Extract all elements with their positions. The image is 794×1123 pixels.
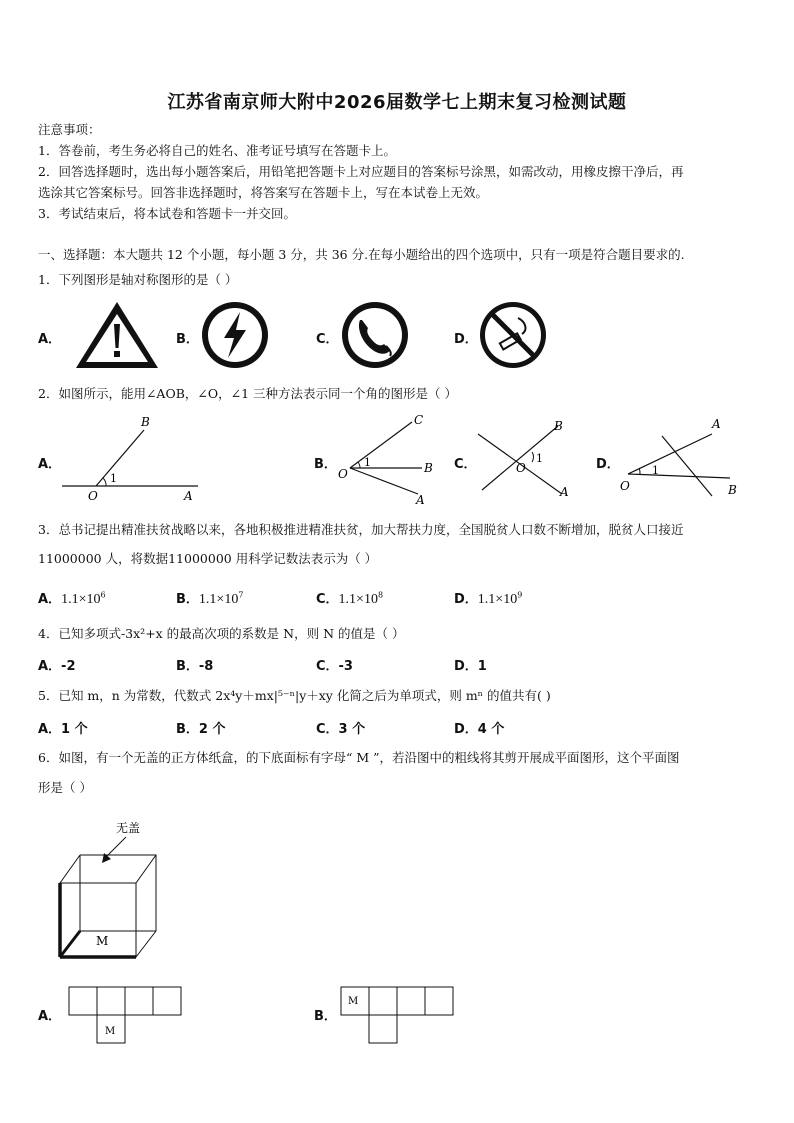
q2-option-a-label: A．	[38, 457, 62, 472]
point-label: C	[414, 413, 424, 427]
q5-option-c: C．3 个	[316, 722, 366, 737]
q2-figure-d	[618, 412, 748, 508]
q6-net-a	[68, 986, 182, 1048]
notice-item: 1．答卷前，考生务必将自己的姓名、准考证号填写在答题卡上。	[38, 143, 396, 158]
q4-option-b: B．-8	[176, 659, 214, 674]
point-label: B	[728, 483, 737, 497]
q2-figure-b	[334, 410, 444, 509]
q3-option-c: C．$1.1\times 10^8$	[316, 590, 384, 607]
page-title: 江苏省南京师大附中2026届数学七上期末复习检测试题	[167, 92, 627, 113]
point-label: O	[338, 467, 348, 481]
q6-net-b	[340, 986, 454, 1048]
open-cube-figure	[50, 815, 170, 969]
angle-label: 1	[536, 452, 543, 465]
notice-item: 3．考试结束后，将本试卷和答题卡一并交回。	[38, 206, 296, 221]
q1-option-d-label: D．	[454, 332, 478, 347]
q4-option-d: D．1	[454, 659, 487, 674]
point-label: A	[184, 489, 193, 502]
net-letter: M	[348, 996, 359, 1007]
angle-label: 1	[652, 464, 659, 477]
q1-option-c-label: C．	[316, 332, 339, 347]
point-label: B	[141, 415, 150, 429]
question-1-stem: 1．下列图形是轴对称图形的是（ ）	[38, 272, 238, 287]
q2-option-c-label: C．	[454, 457, 477, 472]
phone-circle-icon	[340, 300, 410, 374]
q2-figure-c	[474, 414, 584, 510]
q5-option-a: A．1 个	[38, 722, 88, 737]
q2-option-d-label: D．	[596, 457, 620, 472]
q3-option-a: A．$1.1\times 10^6$	[38, 590, 106, 607]
point-label: O	[88, 489, 98, 502]
notice-item: 选涂其它答案标号。回答非选择题时，将答案写在答题卡上，写在本试卷上无效。	[38, 185, 489, 200]
cube-bottom-letter: M	[96, 934, 109, 948]
q3-option-d: D．$1.1\times 10^9$	[454, 590, 523, 607]
point-label: O	[516, 461, 526, 475]
angle-label: 1	[364, 456, 371, 469]
question-4-stem: 4．已知多项式-3x²+x 的最高次项的系数是 N，则 N 的值是（ ）	[38, 626, 405, 641]
no-smoking-icon	[478, 300, 548, 374]
q2-option-b-label: B．	[314, 457, 337, 472]
point-label: O	[620, 479, 630, 493]
q1-option-b-label: B．	[176, 332, 199, 347]
q4-option-a: A．-2	[38, 659, 76, 674]
question-6-stem: 6．如图，有一个无盖的正方体纸盒，的下底面标有字母“ M ”，若沿图中的粗线将其剪开展成平面图形，这个平面图	[38, 750, 680, 765]
q5-option-d: D．4 个	[454, 722, 505, 737]
warning-triangle-icon	[74, 300, 160, 374]
q3-option-b: B．$1.1\times 10^7$	[176, 590, 244, 607]
point-label: B	[424, 461, 433, 475]
point-label: A	[416, 493, 425, 505]
point-label: A	[712, 417, 721, 431]
q2-figure-a	[58, 412, 218, 506]
q1-option-a-label: A．	[38, 332, 62, 347]
point-label: B	[554, 419, 563, 433]
question-3-stem: 3．总书记提出精准扶贫战略以来，各地积极推进精准扶贫，加大帮扶力度，全国脱贫人口数不断增加，脱贫人口接近	[38, 522, 684, 537]
cube-label: 无盖	[116, 821, 141, 835]
question-6-stem-cont: 形是（ ）	[38, 780, 92, 795]
q5-option-b: B．2 个	[176, 722, 226, 737]
q4-option-c: C．-3	[316, 659, 353, 674]
net-letter: M	[105, 1026, 116, 1037]
section-heading: 一、选择题：本大题共 12 个小题，每小题 3 分，共 36 分.在每小题给出的四个选项中，只有一项是符合题目要求的.	[38, 247, 685, 262]
q6-option-a-label: A．	[38, 1009, 62, 1024]
lightning-circle-icon	[200, 300, 270, 374]
question-2-stem: 2．如图所示，能用∠AOB，∠O，∠1 三种方法表示同一个角的图形是（ ）	[38, 386, 457, 401]
angle-label: 1	[110, 472, 117, 485]
point-label: A	[560, 485, 569, 499]
q6-option-b-label: B．	[314, 1009, 337, 1024]
notice-item: 2．回答选择题时，选出每小题答案后，用铅笔把答题卡上对应题目的答案标号涂黑，如需改动，用橡皮擦干净后，再	[38, 164, 684, 179]
question-3-stem-cont: 11000000 人，将数据11000000 用科学记数法表示为（ ）	[38, 551, 378, 566]
question-5-stem: 5．已知 m，n 为常数，代数式 2x⁴y＋mx|⁵⁻ⁿ|y＋xy 化简之后为单项式，则 mⁿ 的值共有( )	[38, 688, 551, 703]
notice-heading: 注意事项：	[38, 122, 101, 137]
